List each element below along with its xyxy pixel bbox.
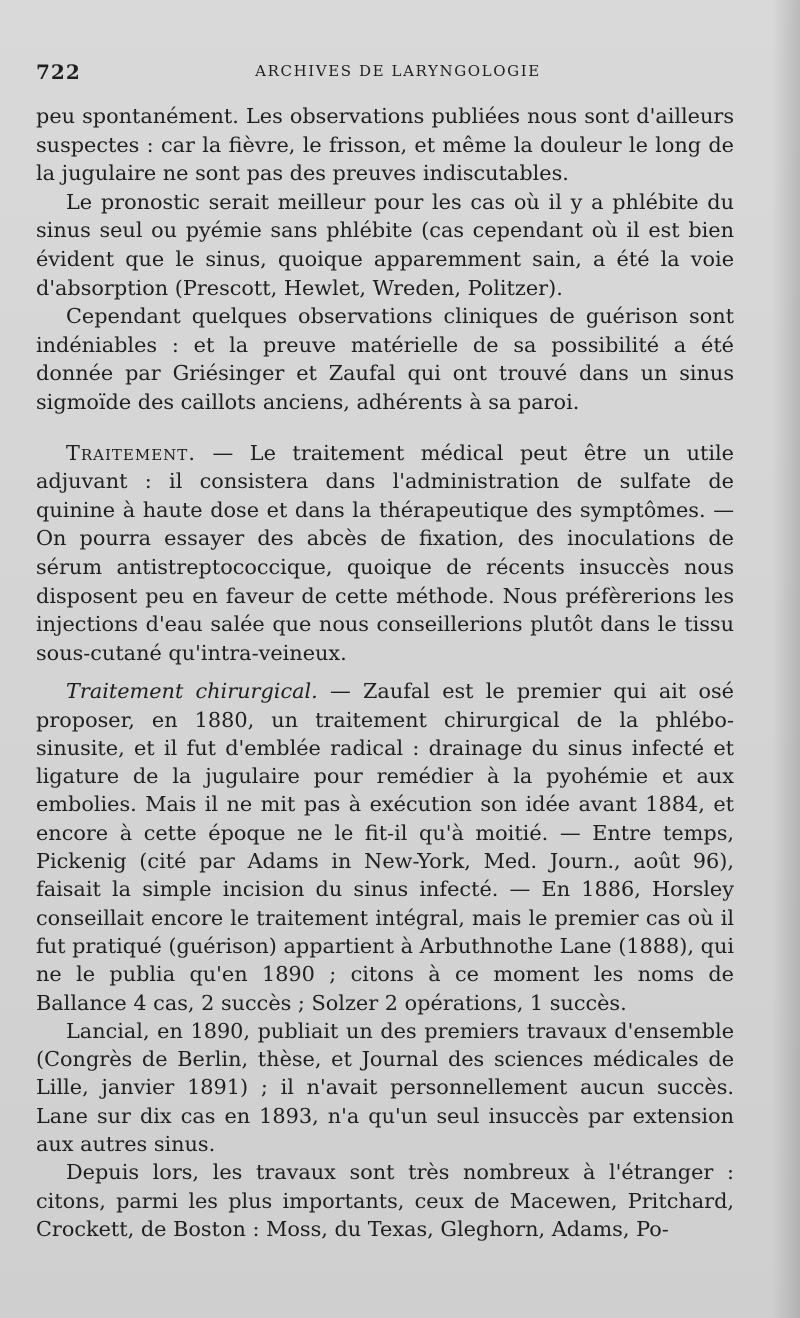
paragraph-2: Le pronostic serait meilleur pour les cas où il y a phlébite du sinus seul ou pyémie sans phlébite (cas cependant où il est bien évident que le sinus, quoique apparemment sain, a été la voie d'absorption (Prescott, Hewlet, Wreden, Politzer). — [36, 189, 734, 300]
page-edge-shadow — [772, 0, 800, 1318]
paragraph-depuis: Depuis lors, les travaux sont très nombreux à l'étranger : citons, parmi les plus importants, ceux de Macewen, Pritchard, Crockett, de Boston : Moss, du Texas, Gleghorn, Adams, Po- — [36, 1160, 734, 1241]
treatment-body: — Le traitement médical peut être un utile adjuvant : il consistera dans l'administration de sulfate de quinine à haute dose et dans la thérapeutique des symptômes. — On pourra essayer des abcès de fixation, des inoculations de sérum antistreptococcique, quoique de récents insuccès nous disposent peu en faveur de cette méthode. Nous préfèrerions les injections d'eau salée que nous conseillerions plutôt dans le tissu sous-cutané qu'intra-veineux. — [36, 440, 734, 665]
surgical-heading: Traitement chirurgical. — [66, 679, 318, 704]
treatment-heading: Traitement. — [66, 440, 196, 465]
paragraph-1: peu spontanément. Les observations publiées nous sont d'ailleurs suspectes : car la fièvre, le frisson, et même la douleur le long de la jugulaire ne sont pas des preuves indiscutables. — [36, 104, 734, 186]
paragraph-surgical — [36, 677, 734, 1017]
page-number: 722 — [36, 60, 81, 84]
paragraph-treatment — [36, 439, 734, 668]
paragraph-lancial: Lancial, en 1890, publiait un des premiers travaux d'ensemble (Congrès de Berlin, thèse, et Journal des sciences médicales de Lille, janvier 1891) ; il n'avait personnellement aucun succès. Lane sur dix cas en 1893, n'a qu'un seul insuccès par extension aux autres sinus. — [36, 1018, 734, 1157]
section-gap — [36, 417, 734, 439]
page-header — [32, 56, 764, 86]
paragraph-3: Cependant quelques observations cliniques de guérison sont indéniables : et la preuve matérielle de sa possibilité a été donnée par Griésinger et Zaufal qui ont trouvé dans un sinus sigmoïde des caillots anciens, adhérents à sa paroi. — [36, 304, 734, 414]
section-gap-small — [36, 667, 734, 677]
running-title: ARCHIVES DE LARYNGOLOGIE — [255, 62, 541, 80]
body-text — [36, 102, 734, 1243]
surgical-body: — Zaufal est le premier qui ait osé proposer, en 1880, un traitement chirurgical de la phlébo-sinusite, et il fut d'emblée radical : drainage du sinus infecté et ligature de la jugulaire pour remédier à la pyohémie et aux embolies. Mais il ne mit pas à exécution son idée avant 1884, et encore à cette époque ne le fit-il qu'à moitié. — Entre temps, Pickenig (cité par Adams in New-York, Med. Journ., août 96), faisait la simple incision du sinus infecté. — En 1886, Horsley conseillait encore le traitement intégral, mais le premier cas où il fut pratiqué (guérison) appartient à Arbuthnothe Lane (1888), qui ne le publia qu'en 1890 ; citons à ce moment les noms de Ballance 4 cas, 2 succès ; Solzer 2 opérations, 1 succès. — [36, 679, 734, 1015]
